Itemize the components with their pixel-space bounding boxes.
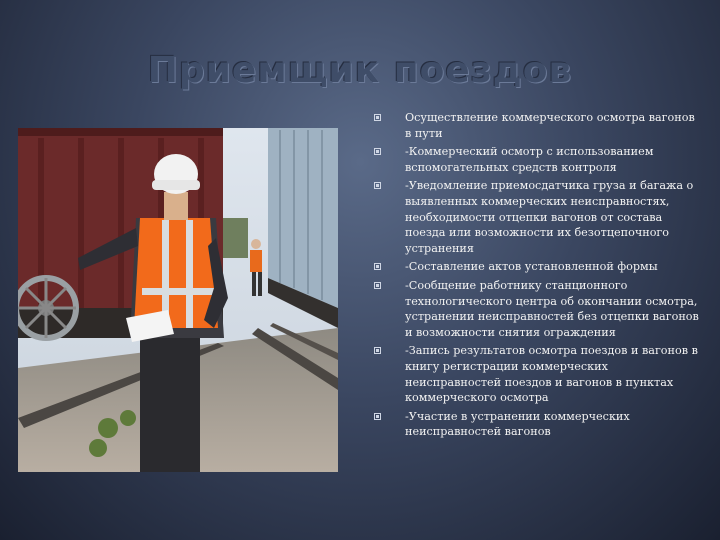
square-bullet-icon — [374, 182, 381, 189]
slide-title: Приемщик поездов — [147, 50, 573, 91]
photo-illustration — [18, 128, 338, 472]
bullet-text: -Участие в устранении коммерческих неисправностей вагонов — [405, 409, 630, 439]
railway-inspector-photo — [18, 128, 338, 472]
square-bullet-icon — [374, 413, 381, 420]
list-item — [372, 278, 702, 340]
list-item — [372, 110, 702, 141]
bullet-text: -Уведомление приемосдатчика груза и багажа о выявленных коммерческих неисправностях, необходимости отцепки вагонов от состава поезда или возможности их безотцепочного устранения — [405, 179, 694, 255]
bullet-text: -Коммерческий осмотр с использованием вспомогательных средств контроля — [405, 145, 654, 174]
list-item — [372, 259, 702, 275]
bullet-text: -Составление актов установленной формы — [405, 260, 658, 274]
bullet-text: Осуществление коммерческого осмотра вагонов в пути — [405, 111, 695, 140]
square-bullet-icon — [374, 148, 381, 155]
list-item — [372, 178, 702, 256]
bullet-text: -Запись результатов осмотра поездов и вагонов в книгу регистрации коммерческих неисправностей поездов и вагонов в пунктах коммерческого осмотра — [405, 344, 698, 405]
list-item — [372, 343, 702, 405]
bullet-list — [372, 110, 702, 443]
square-bullet-icon — [374, 347, 381, 354]
bullet-text: -Сообщение работнику станционного технологического центра об окончании осмотра, устранении неисправностей без отцепки вагонов и возможности снятия ограждения — [405, 278, 699, 339]
square-bullet-icon — [374, 263, 381, 270]
list-item — [372, 409, 702, 440]
list-item — [372, 144, 702, 175]
square-bullet-icon — [374, 282, 381, 289]
square-bullet-icon — [374, 114, 381, 121]
